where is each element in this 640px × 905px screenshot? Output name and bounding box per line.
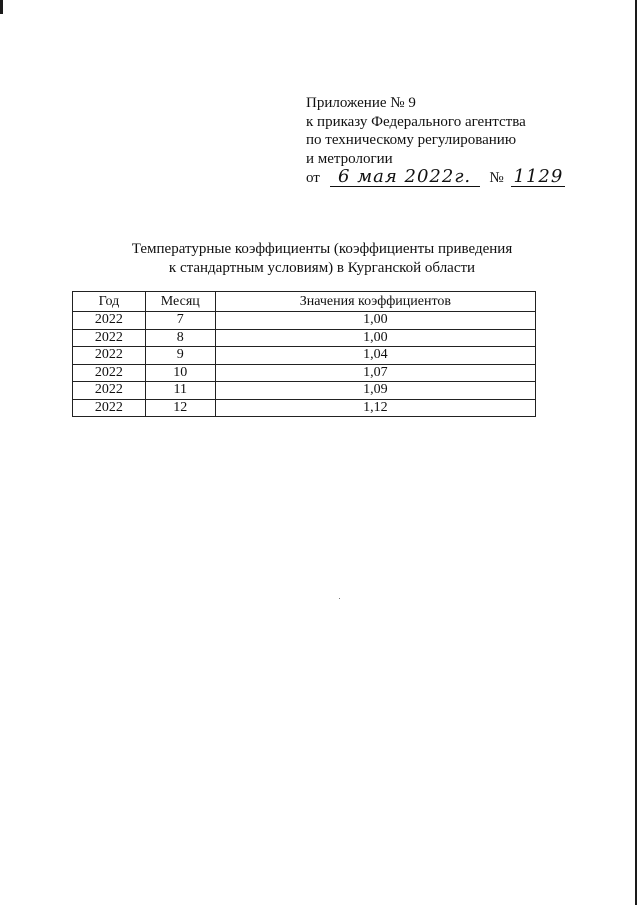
appendix-order-ref-2: по техническому регулированию [306, 132, 517, 148]
table-row [73, 347, 536, 365]
table-row [73, 382, 536, 400]
cell-value: 1,12 [215, 399, 535, 417]
order-date-line [306, 168, 565, 188]
appendix-order-ref-3: и метрологии [306, 150, 393, 167]
table-row [73, 364, 536, 382]
from-label: от [306, 170, 320, 186]
cell-year: 2022 [73, 347, 146, 365]
cell-month: 11 [145, 382, 215, 400]
header-month: Месяц [145, 292, 215, 312]
scan-speck [339, 598, 340, 599]
cell-month: 8 [145, 329, 215, 347]
cell-value: 1,04 [215, 347, 535, 365]
table-row [73, 312, 536, 330]
number-label: № [489, 170, 504, 186]
appendix-header [306, 94, 565, 188]
coefficients-table [72, 291, 536, 417]
cell-value: 1,09 [215, 382, 535, 400]
title-line-1: Температурные коэффициенты (коэффициенты приведения [131, 241, 513, 257]
cell-year: 2022 [73, 329, 146, 347]
cell-month: 9 [145, 347, 215, 365]
cell-year: 2022 [73, 382, 146, 400]
appendix-order-ref: к приказу Федерального агентства [306, 113, 526, 130]
table-row [73, 399, 536, 417]
cell-value: 1,00 [215, 329, 535, 347]
document-title [60, 240, 584, 278]
header-year: Год [73, 292, 146, 312]
cell-month: 10 [145, 364, 215, 382]
handwritten-date: 6 мая 2022г. [330, 168, 480, 187]
appendix-number: Приложение № 9 [306, 95, 416, 111]
table-row [73, 329, 536, 347]
handwritten-order-number: 1129 [511, 168, 565, 187]
cell-year: 2022 [73, 399, 146, 417]
scan-edge-mark [0, 0, 3, 14]
table-header-row [73, 292, 536, 312]
cell-month: 12 [145, 399, 215, 417]
header-value: Значения коэффициентов [215, 292, 535, 312]
cell-year: 2022 [73, 312, 146, 330]
cell-value: 1,00 [215, 312, 535, 330]
cell-year: 2022 [73, 364, 146, 382]
scan-edge-line [635, 0, 637, 905]
title-line-2: к стандартным условиям) в Курганской области [168, 260, 476, 276]
cell-month: 7 [145, 312, 215, 330]
cell-value: 1,07 [215, 364, 535, 382]
